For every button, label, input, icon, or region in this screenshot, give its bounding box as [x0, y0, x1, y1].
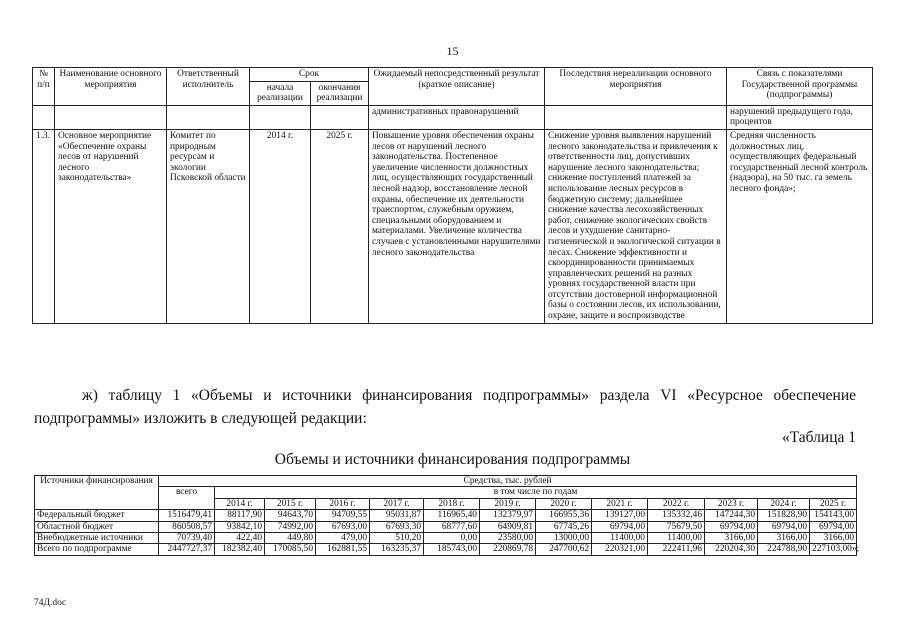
year-value: 220204,30 — [705, 544, 758, 555]
year-value: 67745,26 — [536, 521, 592, 532]
year-header: 2014 г. — [215, 498, 265, 509]
header-expected-result: Ожидаемый непосредственный результат (краткое описание) — [369, 68, 545, 106]
year-header: 2015 г. — [265, 498, 316, 509]
table-row — [35, 521, 857, 532]
year-value: 227103,00»; — [810, 544, 857, 555]
year-value: 94709,55 — [316, 510, 370, 521]
header-consequences: Последствия нереализации основного мероприятия — [545, 68, 727, 106]
year-value: 74992,00 — [265, 521, 316, 532]
year-value: 64909,81 — [480, 521, 536, 532]
year-value: 162881,55 — [316, 544, 370, 555]
year-header: 2017 г. — [370, 498, 424, 509]
year-value: 422,40 — [215, 533, 265, 544]
amendment-paragraph: ж) таблицу 1 «Объемы и источники финансирования подпрограммы» раздела VI «Ресурсное обеспечение подпрограммы» изложить в следующей редакции: — [34, 387, 856, 427]
row-responsible: Комитет по природным ресурсам и экологии Псковской области — [167, 129, 250, 323]
year-value: 69794,00 — [758, 521, 810, 532]
year-value: 224788,90 — [758, 544, 810, 555]
source-name: Всего по подпрограмме — [35, 544, 159, 555]
year-value: 185743,00 — [424, 544, 480, 555]
page-number: 15 — [446, 44, 459, 58]
year-header: 2025 г. — [810, 498, 857, 509]
header-term: Срок — [250, 68, 369, 82]
header-by-year: в том числе по годам — [215, 487, 857, 498]
year-value: 116965,40 — [424, 510, 480, 521]
row-expected-result: Повышение уровня обеспечения охраны лесов от нарушений лесного законодательства. Постепенное увеличение численности должностных лиц, осуществляющих государственный лесной надзор, восстановление лесной охраны, обеспечение их деятельности транспортом, служебным оружием, специальными оборудованием и материалами. Увеличение количества случаев с установленными нарушителями лесного законодательства — [369, 129, 545, 323]
year-value: 147244,30 — [705, 510, 758, 521]
year-value: 220869,78 — [480, 544, 536, 555]
header-funds: Средства, тыс. рублей — [159, 476, 857, 487]
year-value: 68777,60 — [424, 521, 480, 532]
year-value: 67693,30 — [370, 521, 424, 532]
year-value: 479,00 — [316, 533, 370, 544]
header-total: всего — [159, 487, 215, 510]
year-value: 95031,87 — [370, 510, 424, 521]
year-value: 13000,00 — [536, 533, 592, 544]
file-name: 74Д.doc — [34, 598, 67, 608]
year-value: 94643,70 — [265, 510, 316, 521]
source-name: Федеральный бюджет — [35, 510, 159, 521]
year-value: 93842,10 — [215, 521, 265, 532]
year-value: 151828,90 — [758, 510, 810, 521]
header-responsible: Ответственный исполнитель — [167, 68, 250, 106]
year-value: 3166,00 — [705, 533, 758, 544]
row-indicators-link: Средняя численность должностных лиц, осуществляющих федеральный государственный лесной контроль (надзора), на 50 тыс. га земель лесного фонда»; — [727, 129, 873, 323]
table-row — [35, 544, 857, 555]
total-value: 2447727,37 — [159, 544, 215, 555]
year-value: 139127,00 — [592, 510, 648, 521]
table-row — [35, 510, 857, 521]
total-value: 1516479,41 — [159, 510, 215, 521]
year-value: 170085,50 — [265, 544, 316, 555]
source-name: Внебюджетные источники — [35, 533, 159, 544]
total-value: 70739,40 — [159, 533, 215, 544]
row-consequences: Снижение уровня выявления нарушений лесного законодательства и привлечения к ответственности лиц, допустивших нарушение лесного законодательства; снижение поступлений платежей за использование лесных ресурсов в бюджетную систему; дальнейшее снижение качества лесохозяйственных работ, снижение экологических свойств лесов и ухудшение санитарно-гигиенической и экологической ситуации в лесах. Снижение эффективности и скоординированности принимаемых управленческих решений на разных уровнях государственной власти при отсутствии достоверной информационной базы о состоянии лесов, их использовании, охране, защите и воспроизводстве — [545, 129, 727, 323]
year-value: 67693,00 — [316, 521, 370, 532]
year-header: 2019 г. — [480, 498, 536, 509]
row-end: 2025 г. — [311, 129, 369, 323]
total-value: 860508,57 — [159, 521, 215, 532]
year-value: 510,20 — [370, 533, 424, 544]
year-value: 163235,37 — [370, 544, 424, 555]
year-value: 11400,00 — [592, 533, 648, 544]
year-value: 23580,00 — [480, 533, 536, 544]
table-title: Объемы и источники финансирования подпрограммы — [274, 451, 631, 468]
year-value: 3166,00 — [810, 533, 857, 544]
header-no: № п/п — [33, 68, 55, 106]
year-value: 154143,00 — [810, 510, 857, 521]
year-value: 11400,00 — [648, 533, 705, 544]
year-value: 182382,40 — [215, 544, 265, 555]
year-header: 2021 г. — [592, 498, 648, 509]
table-row — [33, 105, 873, 129]
year-value: 0,00 — [424, 533, 480, 544]
year-header: 2016 г. — [316, 498, 370, 509]
row-measure-name: Основное мероприятие «Обеспечение охраны лесов от нарушений лесного законодательства» — [55, 129, 167, 323]
year-header: 2023 г. — [705, 498, 758, 509]
header-end: окончания реализации — [311, 81, 369, 105]
year-value: 88117,90 — [215, 510, 265, 521]
header-measure-name: Наименование основного мероприятия — [55, 68, 167, 106]
year-value: 75679,50 — [648, 521, 705, 532]
header-start: начала реализации — [250, 81, 311, 105]
year-value: 132379,97 — [480, 510, 536, 521]
year-header: 2024 г. — [758, 498, 810, 509]
year-value: 69794,00 — [705, 521, 758, 532]
year-header: 2022 г. — [648, 498, 705, 509]
year-value: 220321,00 — [592, 544, 648, 555]
year-value: 222411,96 — [648, 544, 705, 555]
continuation-link: нарушений предыдущего года, процентов — [727, 105, 873, 129]
year-value: 69794,00 — [810, 521, 857, 532]
measures-table — [32, 67, 873, 324]
table-label: «Таблица 1 — [781, 429, 856, 446]
table-row — [35, 533, 857, 544]
row-number: 1.3. — [33, 129, 55, 323]
year-value: 166955,36 — [536, 510, 592, 521]
year-value: 69794,00 — [592, 521, 648, 532]
year-value: 3166,00 — [758, 533, 810, 544]
source-name: Областной бюджет — [35, 521, 159, 532]
continuation-result: административных правонарушений — [369, 105, 545, 129]
year-header: 2018 г. — [424, 498, 480, 509]
row-start: 2014 г. — [250, 129, 311, 323]
year-value: 135332,46 — [648, 510, 705, 521]
table-row — [33, 129, 873, 323]
year-value: 247700,62 — [536, 544, 592, 555]
financing-table — [34, 475, 860, 556]
header-sources: Источники финансирования — [35, 476, 159, 510]
year-value: 449,80 — [265, 533, 316, 544]
header-indicators-link: Связь с показателями Государственной программы (подпрограммы) — [727, 68, 873, 106]
year-header: 2020 г. — [536, 498, 592, 509]
